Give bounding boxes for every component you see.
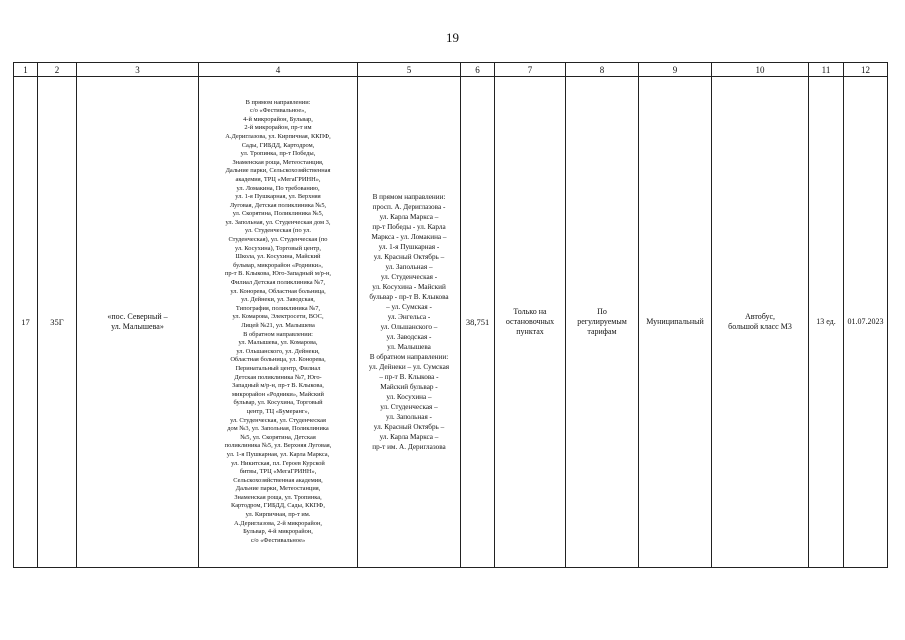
- text-line: бульвар, ул. Косухина, Торговый: [233, 399, 323, 407]
- text-line: Дальние парки, Метеостанция,: [235, 485, 321, 493]
- text-line: ул. Студенческая, ул. Студенческая: [230, 416, 326, 424]
- text-line: В обратном направлении:: [243, 330, 313, 338]
- text-line: просп. А. Дериглазова -: [372, 203, 446, 211]
- text-line: остановочных: [505, 317, 555, 326]
- text-line: ул. Студенческая –: [380, 403, 438, 411]
- text-line: ул. Заводская -: [386, 333, 432, 341]
- text-line: с/о «Фестивальное»: [250, 536, 306, 544]
- route-number-cell: 17: [14, 77, 38, 568]
- text-line: №5, ул. Скорятина, Детская: [240, 433, 316, 441]
- text-line: Школа, ул. Косухина, Майский: [235, 253, 321, 261]
- text-line: ул. Кирпичная, пр-т им.: [245, 511, 311, 519]
- route-code-cell: 35Г: [38, 77, 77, 568]
- text-line: ул. Ольшанского, ул. Дейнеки,: [236, 347, 320, 355]
- route-endpoints-cell: [77, 77, 199, 568]
- header-cell: 2: [38, 63, 77, 77]
- text-line: Дальние парки, Сельскохозяйственная: [225, 167, 331, 175]
- text-line: Только на: [513, 307, 547, 316]
- text-line: ул. Тропинка, пр-т Победы,: [240, 150, 316, 158]
- text-line: битвы, ТРЦ «МегаГРИНН»,: [239, 468, 317, 476]
- fare-type-cell: [566, 77, 639, 568]
- text-line: пр-т В. Клыкова, Юго-Западный м/р-н,: [225, 270, 331, 278]
- header-cell: 7: [495, 63, 566, 77]
- text-line: – пр-т В. Клыкова -: [379, 373, 439, 381]
- text-line: ул. Конорева, Областная больница,: [230, 287, 326, 295]
- text-line: ул. 1-я Пушкарная, ул. Верхняя: [235, 193, 321, 201]
- text-line: Сельскохозяйственная академия,: [233, 476, 323, 484]
- text-line: Перинатальный центр, Филиал: [235, 364, 321, 372]
- text-line: ул. Малышева, ул. Комарова,: [238, 339, 318, 347]
- header-cell: 11: [809, 63, 844, 77]
- header-cell: 8: [566, 63, 639, 77]
- text-line: бульвар, микрорайон «Родники»,: [233, 261, 323, 269]
- text-line: бульвар - пр-т В. Клыкова: [369, 293, 449, 301]
- text-line: ул. Комарова, Электросети, ВОС,: [232, 313, 324, 321]
- text-line: В прямом направлении:: [372, 193, 446, 201]
- text-line: Филиал Детская поликлиника №7,: [230, 279, 326, 287]
- text-line: ул. Красный Октябрь –: [373, 423, 445, 431]
- header-cell: 4: [199, 63, 358, 77]
- start-date-cell: 01.07.2023: [844, 77, 888, 568]
- header-row: [14, 63, 888, 77]
- text-line: ул. Энгельса -: [387, 313, 431, 321]
- text-line: По: [597, 307, 607, 316]
- text-line: пунктах: [516, 327, 544, 336]
- header-cell: 9: [639, 63, 712, 77]
- route-table: [13, 62, 888, 568]
- text-line: Маркса - ул. Ломакина –: [371, 233, 447, 241]
- text-line: В обратном направлении:: [369, 353, 449, 361]
- text-line: 4-й микрорайон, Бульвар,: [243, 115, 313, 123]
- text-line: 2-й микрорайон, пр-т им: [244, 124, 312, 132]
- text-line: ул. Студенческая -: [380, 273, 438, 281]
- text-line: ул. Ольшанского –: [380, 323, 438, 331]
- text-line: Бульвар, 4-й микрорайон,: [243, 528, 313, 536]
- header-cell: 5: [358, 63, 461, 77]
- text-line: тарифам: [587, 327, 617, 336]
- text-line: ул. Красный Октябрь –: [373, 253, 445, 261]
- text-line: Знаменская роща, ул. Тропинка,: [234, 493, 322, 501]
- text-line: большой класс М3: [728, 322, 792, 331]
- text-line: Лицей №21, ул. Малышева: [241, 322, 315, 329]
- text-line: ул. Запольная -: [386, 413, 432, 421]
- text-line: Майский бульвар -: [380, 383, 438, 391]
- text-line: академия, ТРЦ «МегаГРИНН»,: [235, 175, 321, 183]
- text-line: – ул. Сумская -: [386, 303, 432, 311]
- text-line: ул. Малышева: [387, 343, 431, 351]
- text-line: Луговая, Детская поликлиника №5,: [229, 201, 327, 209]
- text-line: пр-т Победы - ул. Карла: [372, 223, 446, 231]
- text-line: А.Дериглазова, 2-й микрорайон,: [233, 519, 323, 527]
- text-line: ул. 1-я Пушкарная -: [378, 243, 440, 251]
- text-line: Западный м/р-н, пр-т В. Клыкова,: [232, 382, 324, 390]
- text-line: Типография, поликлиника №7,: [235, 304, 321, 312]
- text-line: Автобус,: [744, 312, 776, 321]
- text-line: микрорайон «Родники», Майский: [232, 390, 324, 398]
- text-line: ул. Карла Маркса –: [379, 433, 439, 441]
- route-stops-cell: [199, 77, 358, 568]
- header-cell: 1: [14, 63, 38, 77]
- vehicle-count-cell: 13 ед.: [809, 77, 844, 568]
- text-line: центр, ТЦ «Бумеранг»,: [246, 407, 310, 415]
- text-line: пр-т им. А. Дериглазова: [372, 443, 446, 451]
- text-line: ул. Никитская, пл. Героев Курской: [231, 459, 325, 467]
- stop-order-cell: [495, 77, 566, 568]
- text-line: ул. Скорятина, Поликлиника №5,: [232, 210, 324, 218]
- page-number: 19: [446, 30, 459, 45]
- text-line: ул. Карла Маркса –: [379, 213, 439, 221]
- text-line: ул. Студенческая (по ул.: [245, 227, 311, 235]
- text-line: ул. Косухина –: [386, 393, 432, 401]
- text-line: ул. Косухина), Торговый центр,: [235, 244, 321, 252]
- text-line: Картодром, ГИБДД, Сады, ККПФ,: [231, 502, 325, 510]
- header-cell: 6: [461, 63, 495, 77]
- text-line: с/о «Фестивальное»,: [250, 107, 306, 115]
- text-line: ул. Запольная –: [385, 263, 433, 271]
- text-line: ул. Дейнеки, ул. Заводская,: [241, 296, 315, 304]
- text-line: Знаменская роща, Метеостанция,: [232, 158, 324, 166]
- text-line: Детская поликлиника №7, Юго-: [234, 373, 322, 381]
- vehicle-type-cell: [712, 77, 809, 568]
- carrier-type-cell: Муниципальный: [639, 77, 712, 568]
- text-line: ул. 1-я Пушкарная, ул. Карла Маркса,: [226, 450, 330, 458]
- text-line: Сады, ГИБДД, Картодром,: [241, 141, 315, 149]
- route-length-cell: 38,751: [461, 77, 495, 568]
- text-line: Областная больница, ул. Конорева,: [230, 356, 326, 364]
- text-line: регулируемым: [577, 317, 627, 326]
- text-line: поликлиника №5, ул. Верхняя Луговая,: [224, 442, 332, 450]
- text-line: А.Дериглазова, ул. Кирпичная, ККПФ,: [225, 132, 331, 140]
- text-line: «пос. Северный –: [107, 312, 168, 321]
- text-line: ул. Малышева»: [111, 322, 164, 331]
- table-row: [14, 77, 888, 568]
- text-line: ул. Запольная, ул. Студенческая дом 3,: [225, 218, 331, 226]
- route-streets-cell: [358, 77, 461, 568]
- text-line: Студенческая), ул. Студенческая (по: [228, 236, 328, 244]
- text-line: дом №3, ул. Запольная, Поликлиника: [227, 425, 329, 433]
- header-cell: 3: [77, 63, 199, 77]
- header-cell: 10: [712, 63, 809, 77]
- text-line: ул. Ломакина, По требованию,: [236, 184, 320, 192]
- text-line: ул. Косухина - Майский: [372, 283, 446, 291]
- header-cell: 12: [844, 63, 888, 77]
- text-line: В прямом направлении:: [245, 98, 311, 106]
- text-line: ул. Дейнеки – ул. Сумская: [368, 363, 450, 371]
